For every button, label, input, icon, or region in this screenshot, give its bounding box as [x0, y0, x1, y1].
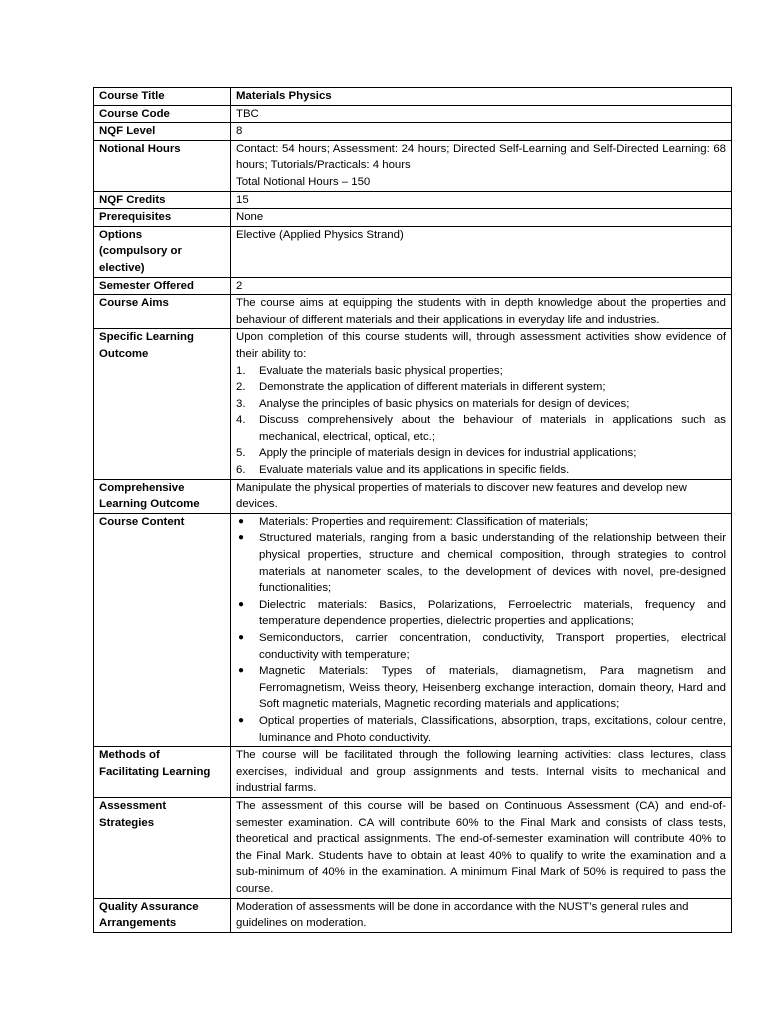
value-comprehensive-learning-outcome: Manipulate the physical properties of materials to discover new features and develop new devices. [231, 479, 732, 513]
course-content-list [236, 514, 726, 746]
label-quality-assurance: Quality Assurance Arrangements [94, 898, 231, 932]
slo-item-number: 5. [236, 447, 246, 460]
bullet-icon: ● [238, 714, 245, 726]
slo-item-number: 1. [236, 364, 246, 377]
bullet-icon: ● [238, 515, 245, 527]
label-prerequisites: Prerequisites [94, 209, 231, 227]
row-quality-assurance [94, 898, 732, 932]
course-content-item [236, 530, 726, 596]
course-content-item-text: Materials: Properties and requirement: Classification of materials; [259, 515, 589, 528]
label-specific-learning-outcome: Specific Learning Outcome [94, 329, 231, 479]
notional-hours-breakdown: Contact: 54 hours; Assessment: 24 hours; Directed Self-Learning and Self-Directed Learning: 68 hours; Tutorials/Practicals: 4 hours [236, 142, 726, 172]
row-methods [94, 747, 732, 798]
slo-item-number: 3. [236, 397, 246, 410]
slo-item-text: Demonstrate the application of different materials in different system; [259, 381, 606, 394]
bullet-icon: ● [238, 598, 245, 610]
slo-list [236, 363, 726, 479]
course-content-item-text: Structured materials, ranging from a basic understanding of the relationship between their physical properties, structure and chemical composition, through strategies to control materials at nanometer scales, to the development of devices with novel, pre-designed functionalities; [259, 532, 726, 595]
slo-item-number: 6. [236, 464, 246, 477]
value-semester-offered: 2 [231, 277, 732, 295]
bullet-icon: ● [238, 632, 245, 643]
slo-item-number: 4. [236, 414, 246, 427]
slo-item [236, 462, 726, 479]
course-content-item-text: Magnetic Materials: Types of materials, diamagnetism, Para magnetism and Ferromagnetism, Weiss theory, Heisenberg exchange interaction, domain theory, Hard and Soft magnetic materials, Magnetic recording materials and applications; [259, 665, 726, 711]
value-course-content [231, 513, 732, 746]
slo-item [236, 412, 726, 445]
course-content-item [236, 663, 726, 713]
course-content-item [236, 713, 726, 746]
slo-item [236, 396, 726, 413]
row-nqf-level [94, 123, 732, 141]
row-semester-offered [94, 277, 732, 295]
label-methods: Methods of Facilitating Learning [94, 747, 231, 798]
slo-item-text: Evaluate materials value and its applications in specific fields. [259, 464, 570, 477]
course-content-item-text: Optical properties of materials, Classifications, absorption, traps, excitations, colour centre, luminance and Photo conductivity. [259, 714, 726, 744]
label-options: Options (compulsory or elective) [94, 226, 231, 277]
course-descriptor-table [93, 87, 732, 933]
row-course-title [94, 88, 732, 106]
value-nqf-level: 8 [231, 123, 732, 141]
label-semester-offered: Semester Offered [94, 277, 231, 295]
row-prerequisites [94, 209, 732, 227]
value-assessment: The assessment of this course will be based on Continuous Assessment (CA) and end-of-semester examination. CA will contribute 60% to the Final Mark and consists of class tests, theoretical and practical assignments. The end-of-semester examination will contribute 40% to the Final Mark. Students have to obtain at least 40% to qualify to write the examination and a sub-minimum of 40% in the examination. A minimum Final Mark of 50% is required to pass the course. [231, 797, 732, 898]
slo-item [236, 363, 726, 380]
slo-item-text: Analyse the principles of basic physics on materials for design of devices; [259, 397, 630, 410]
value-specific-learning-outcome [231, 329, 732, 479]
label-nqf-credits: NQF Credits [94, 191, 231, 209]
slo-intro: Upon completion of this course students will, through assessment activities show evidence of their ability to: [236, 331, 726, 360]
value-course-aims: The course aims at equipping the students with in depth knowledge about the properties and behaviour of different materials and their applications in everyday life and industries. [231, 295, 732, 329]
row-notional-hours [94, 140, 732, 191]
row-nqf-credits [94, 191, 732, 209]
course-content-item-text: Semiconductors, carrier concentration, conductivity, Transport properties, electrical conductivity with temperature; [259, 632, 726, 661]
slo-item-text: Discuss comprehensively about the behaviour of materials in applications such as mechanical, electrical, optical, etc.; [259, 414, 726, 443]
label-course-code: Course Code [94, 105, 231, 123]
label-nqf-level: NQF Level [94, 123, 231, 141]
value-course-title: Materials Physics [231, 88, 732, 106]
row-assessment [94, 797, 732, 898]
row-comprehensive-learning-outcome [94, 479, 732, 513]
course-content-item-text: Dielectric materials: Basics, Polarizations, Ferroelectric materials, frequency and temperature dependence properties, dielectric properties and applications; [259, 598, 726, 628]
bullet-icon: ● [238, 665, 245, 677]
value-methods: The course will be facilitated through the following learning activities: class lectures, class exercises, individual and group assignments and tests. Internal visits to mechanical and industrial farms. [231, 747, 732, 798]
label-course-aims: Course Aims [94, 295, 231, 329]
course-descriptor [93, 87, 731, 933]
slo-item-text: Apply the principle of materials design in devices for industrial applications; [259, 447, 637, 460]
slo-item [236, 379, 726, 396]
label-course-content: Course Content [94, 513, 231, 746]
slo-item-number: 2. [236, 381, 246, 394]
bullet-icon: ● [238, 532, 245, 544]
label-comprehensive-learning-outcome: Comprehensive Learning Outcome [94, 479, 231, 513]
label-course-title: Course Title [94, 88, 231, 106]
label-notional-hours: Notional Hours [94, 140, 231, 191]
value-course-code: TBC [231, 105, 732, 123]
row-options [94, 226, 732, 277]
course-content-item [236, 630, 726, 663]
value-nqf-credits: 15 [231, 191, 732, 209]
row-course-aims [94, 295, 732, 329]
slo-item-text: Evaluate the materials basic physical properties; [259, 364, 503, 377]
value-notional-hours [231, 140, 732, 191]
value-prerequisites: None [231, 209, 732, 227]
row-specific-learning-outcome [94, 329, 732, 479]
notional-hours-total: Total Notional Hours – 150 [236, 175, 371, 188]
value-quality-assurance: Moderation of assessments will be done in accordance with the NUST’s general rules and guidelines on moderation. [231, 898, 732, 932]
slo-item [236, 445, 726, 462]
course-content-item [236, 514, 726, 531]
label-assessment: Assessment Strategies [94, 797, 231, 898]
row-course-content [94, 513, 732, 746]
row-course-code [94, 105, 732, 123]
course-content-item [236, 597, 726, 630]
value-options: Elective (Applied Physics Strand) [231, 226, 732, 277]
